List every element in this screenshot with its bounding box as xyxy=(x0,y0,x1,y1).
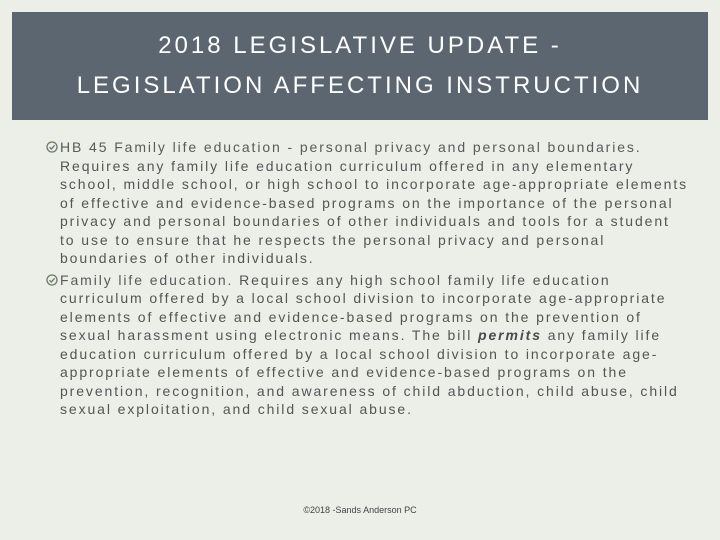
slide-body xyxy=(44,138,690,422)
copyright-footer: ©2018 -Sands Anderson PC xyxy=(303,505,417,515)
bullet-emphasis: permits xyxy=(478,327,542,343)
slide-title-bar xyxy=(12,12,708,120)
circle-check-icon xyxy=(46,141,58,153)
bullet-heading: Family life education. xyxy=(60,271,234,288)
bullet-heading: HB 45 Family life education - personal privacy and personal boundaries. xyxy=(60,139,642,155)
bullet-item-family-life xyxy=(44,271,690,419)
slide-title-line-1: 2018 LEGISLATIVE UPDATE - xyxy=(158,32,562,59)
slide-title-line-2: LEGISLATION AFFECTING INSTRUCTION xyxy=(76,72,644,99)
bullet-item-hb45 xyxy=(44,138,690,268)
bullet-text: Requires any high school family life education curriculum offered by a local school division to incorporate age-appropriate elements of effective and evidence-based programs on the prevention of sexual harassment using electronic means. The bill xyxy=(60,271,667,343)
bullet-text: any family life education curriculum offered by a local school division to incorporate age-appropriate elements of effective and evidence-based programs on the prevention, recognition, and awareness of child abduction, child abuse, child sexual exploitation, and child sexual abuse. xyxy=(60,327,679,417)
bullet-text: Requires any family life education curriculum offered in any elementary school, middle school, or high school to incorporate age-appropriate elements of effective and evidence-based programs on the importance of the personal privacy and personal boundaries of other individuals and tools for a student to use to ensure that he respects the personal privacy and personal boundaries of other individuals. xyxy=(60,157,689,266)
circle-check-icon xyxy=(46,274,58,286)
